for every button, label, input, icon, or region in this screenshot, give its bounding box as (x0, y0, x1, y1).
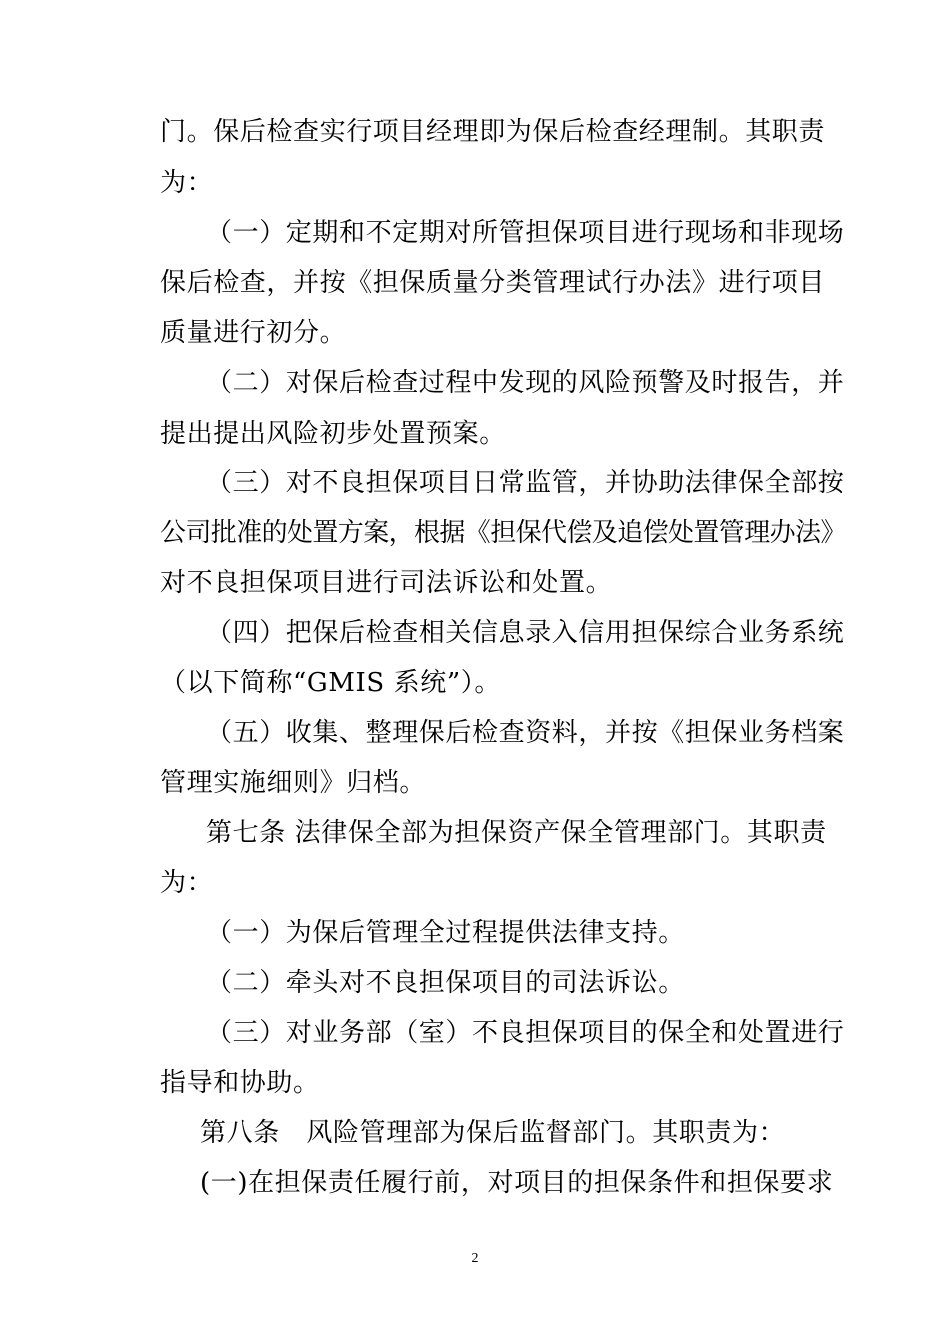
text-line: （四）把保后检查相关信息录入信用担保综合业务系统 (206, 618, 845, 648)
text-line: （以下简称“GMIS 系统”）。 (160, 668, 501, 698)
text-line: （五）收集、整理保后检查资料，并按《担保业务档案 (206, 718, 845, 748)
text-line: （一）为保后管理全过程提供法律支持。 (206, 918, 685, 948)
text-line: （三）对不良担保项目日常监管，并协助法律保全部按 (206, 468, 845, 498)
text-line: 保后检查，并按《担保质量分类管理试行办法》进行项目 (160, 268, 826, 298)
text-line: (一)在担保责任履行前，对项目的担保条件和担保要求 (200, 1168, 834, 1198)
text-line: 为： (160, 868, 214, 898)
text-line: 门。保后检查实行项目经理即为保后检查经理制。其职责 (160, 117, 826, 147)
text-line: （三）对业务部（室）不良担保项目的保全和处置进行 (206, 1018, 845, 1048)
text-line: （一）定期和不定期对所管担保项目进行现场和非现场 (206, 218, 845, 248)
article-heading-8: 第八条 风险管理部为保后监督部门。其职责为： (200, 1118, 786, 1148)
article-heading-7: 第七条 法律保全部为担保资产保全管理部门。其职责 (206, 818, 827, 848)
text-line: 质量进行初分。 (160, 318, 347, 348)
text-line: 对不良担保项目进行司法诉讼和处置。 (160, 568, 613, 598)
text-line: 提出提出风险初步处置预案。 (160, 419, 506, 449)
page-number: 2 (471, 1251, 479, 1266)
text-line: （二）对保后检查过程中发现的风险预警及时报告，并 (206, 368, 845, 398)
text-line: 管理实施细则》归档。 (160, 768, 427, 798)
text-line: 指导和协助。 (160, 1068, 320, 1098)
text-line: （二）牵头对不良担保项目的司法诉讼。 (206, 968, 685, 998)
text-line: 公司批准的处置方案，根据《担保代偿及追偿处置管理办法》 (160, 518, 846, 548)
text-line: 为： (160, 168, 214, 198)
